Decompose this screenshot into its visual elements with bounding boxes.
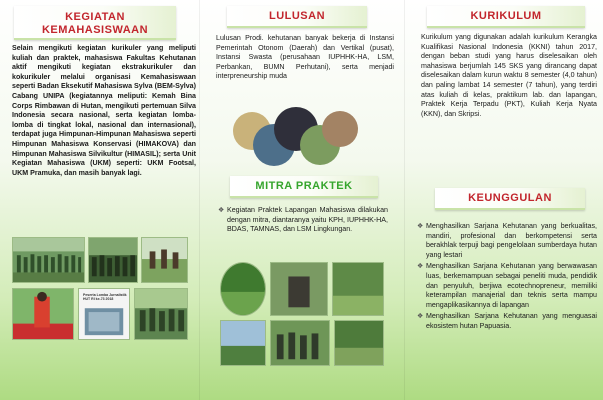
mitra-photo-5 — [270, 320, 330, 366]
bullet-diamond-icon: ❖ — [417, 263, 424, 271]
kegiatan-body: Selain mengikuti kegiatan kurikuler yang meliputi kuliah dan praktek, mahasiswa Fakultas Kehutanan aktif mengikuti kegiatan ekstrakurikuler dan kokurikuler melalui organisasi Kemahasiswaan seperti Badan Eksekutif Mahasiswa Sylva (BEM-Sylva) Cabang UNIPA (kegiatannya meliputi: Kemah Bina Corps Rimbawan di Hutan, mengikuti pertemuan Silva Indonesia secara nasional, serta kegiatan lomba-lomba di tingkat lokal, nasional dan internasional), terdapat juga Himpunan-Himpunan Mahasiswa seperti Himpunan Mahasiswa Konservasi (HIMAKOVA) dan Himpunan Mahasiswa Silvikultur (HIMASIL); serta Unit Kegiatan Mahasiswa (UKM) seperti: UKM Footsal, UKM Pramuka, dan masih banyak lagi. — [12, 44, 196, 177]
mitra-photo-1 — [220, 262, 266, 316]
bullet-diamond-icon: ❖ — [417, 223, 424, 230]
column-lulusan-mitra — [200, 0, 405, 400]
bullet-diamond-icon: ❖ — [218, 207, 225, 214]
outdoor-activity-photo — [141, 237, 188, 283]
mitra-title: MITRA PRAKTEK — [255, 180, 353, 192]
lulusan-body: Lulusan Prodi. kehutanan banyak bekerja di Instansi Pemerintah Otonom (Daerah) dan Vertikal (pusat), Instansi Swasta (perusahaan IUPHHK-HA, LSM, Perbankan, BUMN Perhutani), serta menjadi interpreneurship muda — [216, 34, 394, 81]
mitra-photo-6 — [334, 320, 384, 366]
lulusan-title: LULUSAN — [268, 10, 326, 22]
mitra-banner — [230, 176, 378, 198]
kurikulum-banner — [427, 6, 585, 28]
photo-caption: Peserta Lomba Jurnalistik HUT RI ke-73 2018 — [83, 293, 127, 302]
keunggulan-list — [417, 222, 597, 334]
student-group-photo — [12, 237, 85, 283]
list-item: ❖ Kegiatan Praktek Lapangan Mahasiswa dilakukan dengan mitra, diantaranya yaitu KPH, IUPHHK-HA, BDAS, TAMNAS, dan LSM Lingkungan. — [218, 206, 388, 234]
column-kegiatan — [0, 0, 200, 400]
list-item: ❖ Menghasilkan Sarjana Kehutanan yang berkualitas, mandiri, profesional dan berkompetensi serta berakhlak terpuji bagi pengelolaan sumberdaya hutan yang lestari — [417, 222, 597, 259]
award-photo — [12, 288, 74, 340]
ceremony-photo — [88, 237, 138, 283]
kurikulum-body: Kurikulum yang digunakan adalah kurikulum Kerangka Kualifikasi Nasional Indonesia (KKNI) tahun 2017, dengan beban studi yang harus diselesaikan oleh mahasiswa berjumlah 145 SKS yang dirancang dapat diselesaikan dalam kurun waktu 8 semester (4,0 tahun) dan paling lambat 14 semester (7 tahun), yang terdiri atas kuliah di kelas, praktikum lab. dan lapangan, Praktek Kerja Terpadu (PKT), Kuliah Kerja Nyata (KKN), dan Skripsi. — [421, 33, 597, 118]
kegiatan-title-line1: KEGIATAN — [65, 11, 125, 23]
kegiatan-banner — [14, 6, 176, 40]
list-item: ❖ Menghasilkan Sarjana Kehutanan yang menguasai ekosistem hutan Papuasia. — [417, 312, 597, 330]
mitra-photo-3 — [332, 262, 384, 316]
jurnalistik-photo — [78, 288, 130, 340]
kegiatan-title-line2: KEMAHASISWAAN — [41, 24, 149, 36]
lulusan-banner — [227, 6, 367, 28]
mitra-photo-4 — [220, 320, 266, 366]
column-kurikulum — [405, 0, 603, 400]
keunggulan-banner — [435, 188, 585, 210]
kurikulum-title: KURIKULUM — [470, 10, 542, 22]
list-item: ❖ Menghasilkan Sarjana Kehutanan yang berwawasan luas, berkemampuan sebagai peneliti muda, pendidik dan penyuluh, berjiwa ecotechnopreneur, memiliki keterampilan manajerial dan teknis serta mampu mengaplikasikannya di lapangan — [417, 262, 597, 309]
bullet-diamond-icon: ❖ — [417, 313, 424, 321]
field-team-photo — [134, 288, 188, 340]
keunggulan-title: KEUNGGULAN — [468, 192, 552, 204]
mitra-photo-2 — [270, 262, 328, 316]
graduation-photo — [232, 103, 360, 169]
mitra-list — [218, 206, 388, 237]
